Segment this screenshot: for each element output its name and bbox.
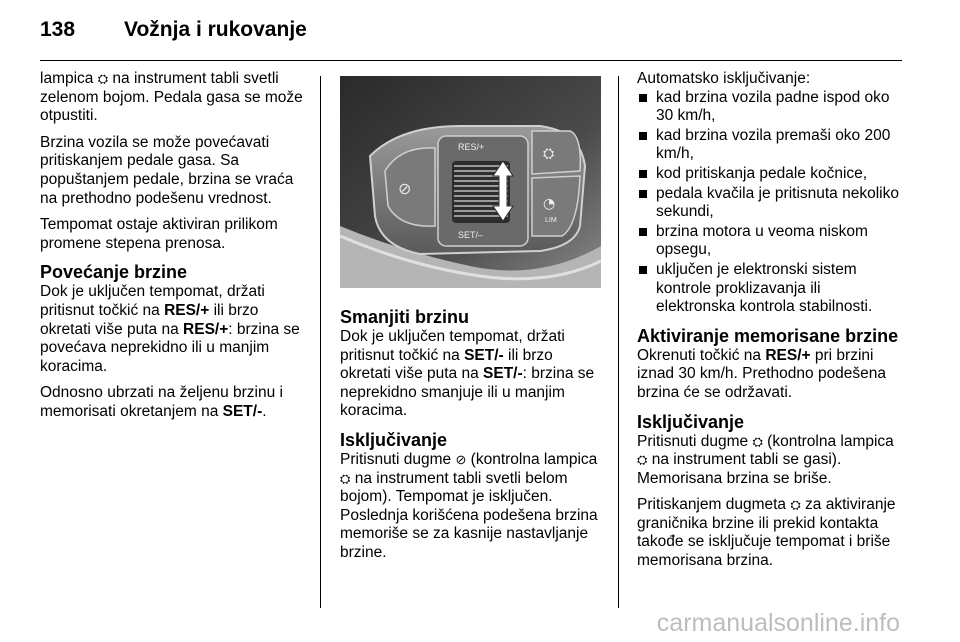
paragraph: Tempomat ostaje aktiviran prilikom promene stepena prenosa. <box>40 216 278 252</box>
list-item: kad brzina vozila padne ispod oko 30 km/h, <box>637 89 903 126</box>
svg-text:LIM: LIM <box>545 217 557 224</box>
paragraph: Pritisnuti dugme ⊘ (kontrolna lampica ⛭ na instrument tabli svetli belom bojom). Tempomat je isključen. Poslednja korišćena podešena brzina memoriše se za kasnije nastavljanje brzine. <box>340 450 598 561</box>
cruise-off-icon: ⊘ <box>455 451 467 467</box>
svg-text:⛭: ⛭ <box>543 146 555 162</box>
list-item: pedala kvačila je pritisnuta nekoliko sekundi, <box>637 185 903 222</box>
paragraph: Pritisnuti dugme ⛭ (kontrolna lampica ⛭ na instrument tabli se gasi). Memorisana brzina se briše. <box>637 432 894 487</box>
steering-wheel-illustration <box>340 76 601 288</box>
paragraph: Dok je uključen tempomat, držati pritisnut točkić na SET/- ili brzo okretati više puta na SET/-: brzina se neprekidno smanjuje ili u manjim koracima. <box>340 328 595 420</box>
paragraph: Automatsko isključivanje: <box>637 70 811 87</box>
header-rule <box>40 60 902 61</box>
section-heading: Isključivanje <box>637 411 745 432</box>
bullet-list <box>637 89 903 317</box>
svg-text:SET/–: SET/– <box>458 230 484 240</box>
list-item: uključen je elektronski sistem kontrole proklizavanja ili elektronska kontrola stabilnosti. <box>637 261 903 317</box>
svg-text:RES/+: RES/+ <box>458 142 485 152</box>
column-divider-right <box>618 76 619 608</box>
paragraph: Dok je uključen tempomat, držati pritisnut točkić na RES/+ ili brzo okretati više puta na RES/+: brzina se povećava neprekidno ili u manjim koracima. <box>40 283 300 375</box>
section-heading: Isključivanje <box>340 429 448 450</box>
section-heading: Aktiviranje memorisane brzine <box>637 325 899 346</box>
speed-limiter-icon: ⛭ <box>790 497 801 513</box>
page-header <box>40 14 920 54</box>
section-heading: Smanjiti brzinu <box>340 307 470 327</box>
cruise-control-icon: ⛭ <box>340 470 351 486</box>
paragraph: Odnosno ubrzati na željenu brzinu i memorisati okretanjem na SET/-. <box>40 384 283 420</box>
list-item: brzina motora u veoma niskom opsegu, <box>637 223 903 260</box>
cruise-control-icon: ⛭ <box>97 71 109 86</box>
svg-text:⊘: ⊘ <box>398 179 412 198</box>
paragraph: Brzina vozila se može povećavati pritiskanjem pedale gasa. Sa popuštanjem pedale, brzina se vraća na prethodno podešenu vrednost. <box>40 133 294 207</box>
list-item: kod pritiskanja pedale kočnice, <box>637 165 903 184</box>
column-divider-left <box>320 76 321 608</box>
column-1 <box>40 70 308 430</box>
cruise-control-icon: ⛭ <box>752 433 763 449</box>
cruise-control-icon: ⛭ <box>637 452 648 468</box>
paragraph: lampica ⛭ na instrument tabli svetli zelenom bojom. Pedala gasa se može otpustiti. <box>40 70 303 125</box>
paragraph: Pritiskanjem dugmeta ⛭ za aktiviranje graničnika brzine ili prekid kontakta takođe se isključuje tempomat i briše memorisana brzina. <box>637 496 896 570</box>
paragraph: Okrenuti točkić na RES/+ pri brzini iznad 30 km/h. Prethodno podešena brzina će se održavati. <box>637 346 887 401</box>
list-item: kad brzina vozila premaši oko 200 km/h, <box>637 127 903 164</box>
page-number: 138 <box>40 18 76 41</box>
svg-text:◔: ◔ <box>543 196 556 212</box>
watermark: carmanualsonline.info <box>656 609 900 637</box>
section-heading: Povećanje brzine <box>40 262 188 283</box>
page-title: Vožnja i rukovanje <box>124 18 307 41</box>
column-2 <box>340 306 606 571</box>
column-3 <box>637 70 903 579</box>
steering-wheel-controls-figure <box>340 76 601 288</box>
